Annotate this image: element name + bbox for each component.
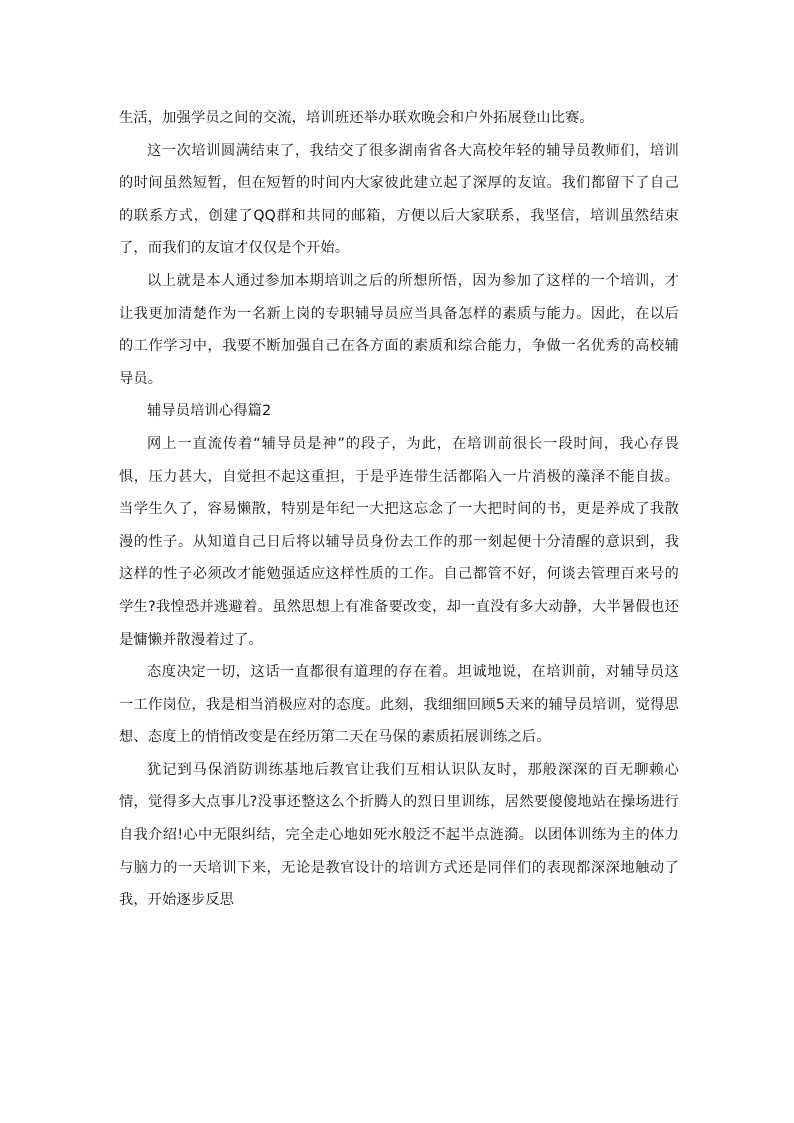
- section-heading: 辅导员培训心得篇2: [147, 403, 272, 420]
- paragraph-attitude: 态度决定一切，这话一直都很有道理的存在着。坦诚地说，在培训前，对辅导员这一工作岗位，我是相当消极应对的态度。此刻，我细细回顾5天来的辅导员培训，觉得思想、态度上的悄悄改变是在经历第二天在马保的素质拓展训练之后。: [119, 664, 679, 746]
- paragraph-reflection-summary: 以上就是本人通过参加本期培训之后的所想所悟，因为参加了这样的一个培训，才让我更加清楚作为一名新上岗的专职辅导员应当具备怎样的素质与能力。因此，在以后的工作学习中，我要不断加强自己在各方面的素质和综合能力，争做一名优秀的高校辅导员。: [119, 272, 679, 387]
- paragraph-before-training: 网上一直流传着“辅导员是神”的段子，为此，在培训前很长一段时间，我心存畏惧，压力甚大，自觉担不起这重担，于是乎连带生活都陷入一片消极的藻泽不能自拔。当学生久了，容易懒散，特别是年纪一大把这忘念了一大把时间的书，更是养成了我散漫的性子。从知道自己日后将以辅导员身份去工作的那一刻起便十分清醒的意识到，我这样的性子必须改才能勉强适应这样性质的工作。自己都管不好，何谈去管理百来号的学生?我惶恐并逃避着。虽然思想上有准备要改变，却一直没有多大动静，大半暑假也还是慵懒并散漫着过了。: [119, 435, 679, 648]
- paragraph-mabao-training: 犹记到马保消防训练基地后教官让我们互相认识队友时，那般深深的百无聊赖心情，觉得多大点事儿?没事还整这么个折腾人的烈日里训练，居然要傻傻地站在操场进行自我介绍!心中无限纠结，完全走心地如死水般泛不起半点涟漪。以团体训练为主的体力与脑力的一天培训下来，无论是教官设计的培训方式还是同伴们的表现都深深地触动了我，开始逐步反思: [119, 761, 679, 909]
- paragraph-continuation: 生活，加强学员之间的交流，培训班还举办联欢晚会和户外拓展登山比赛。: [119, 110, 594, 126]
- document-body: [119, 102, 679, 917]
- paragraph-training-friendship: 这一次培训圆满结束了，我结交了很多湖南省各大高校年轻的辅导员教师们，培训的时间虽然短暂，但在短暂的时间内大家彼此建立起了深厚的友谊。我们都留下了自己的联系方式，创建了QQ群和共同的邮箱，方便以后大家联系，我坚信，培训虽然结束了，而我们的友谊才仅仅是个开始。: [119, 142, 679, 257]
